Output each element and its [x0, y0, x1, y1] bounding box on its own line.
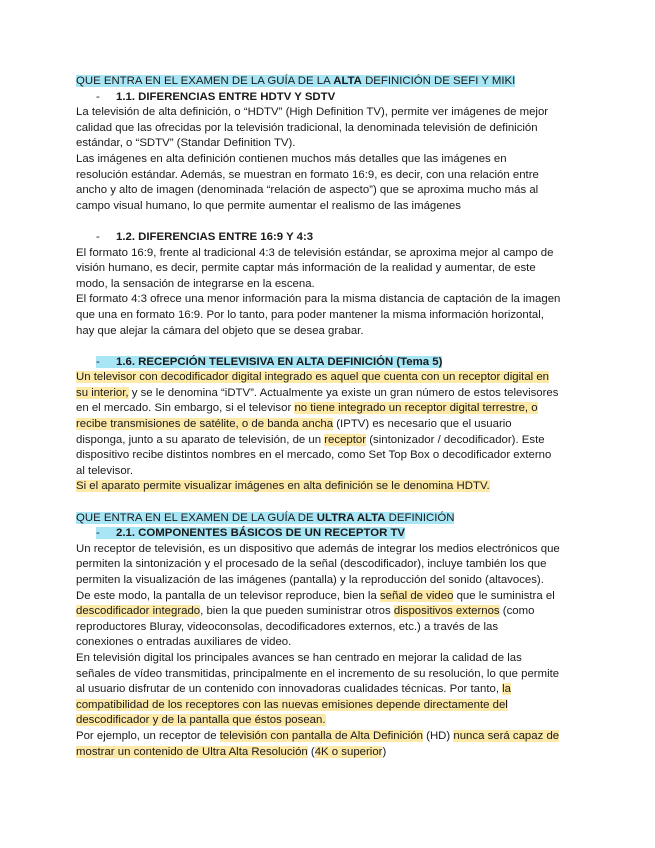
paragraph: señales de vídeo transmitidas, principalmente en el incremento de su resolución, lo que permite	[76, 667, 560, 680]
paragraph: dispositivo recibe distintos nombres en el mercado, como Set Top Box o decodificador externo	[76, 449, 552, 462]
paragraph: Un receptor de televisión, es un dispositivo que además de integrar los medios electrónicos que	[76, 542, 560, 555]
document-page	[76, 74, 591, 760]
paragraph: ancho y alto de imagen (denominada “relación de aspecto”) que se aproxima mucho más al	[76, 184, 539, 197]
section2-title: QUE ENTRA EN EL EXAMEN DE LA GUÍA DE ULTRA ALTA DEFINICIÓN	[76, 511, 455, 524]
paragraph: disponga, junto a su aparato de televisión, de un receptor (sintonizador / decodificador). Este	[76, 433, 545, 446]
paragraph: estándar, o “SDTV” (Standar Definition TV).	[76, 137, 296, 150]
paragraph: visión humano, es decir, permite captar más información de la realidad y aumentar, de este	[76, 262, 536, 275]
paragraph: permiten la sintonización y el procesado de la señal (descodificador), incluye también los que	[76, 558, 547, 571]
paragraph: Por ejemplo, un receptor de televisión con pantalla de Alta Definición (HD) nunca será capaz de	[76, 729, 560, 742]
paragraph: campo visual humano, lo que permite aumentar el realismo de las imágenes	[76, 199, 461, 212]
paragraph: reproductores Bluray, videoconsolas, decodificadores externos, etc.) a través de las	[76, 620, 499, 633]
paragraph: mostrar un contenido de Ultra Alta Resolución (4K o superior)	[76, 745, 387, 758]
paragraph: Las imágenes en alta definición contienen muchos más detalles que las imágenes en	[76, 152, 507, 165]
paragraph: Si el aparato permite visualizar imágenes en alta definición se le denomina HDTV.	[76, 480, 490, 493]
paragraph: descodificador integrado, bien la que pueden suministrar otros dispositivos externos (como	[76, 605, 535, 618]
paragraph: conexiones o entradas auxiliares de video.	[76, 636, 292, 649]
heading-1-1: - 1.1. DIFERENCIAS ENTRE HDTV Y SDTV	[96, 90, 336, 103]
paragraph: En televisión digital los principales avances se han centrado en mejorar la calidad de las	[76, 651, 522, 664]
paragraph: resolución estándar. Además, se muestran en formato 16:9, es decir, con una relación entre	[76, 168, 539, 181]
paragraph: al usuario disfrutar de un contenido con innovadoras cualidades técnicas. Por tanto, la	[76, 683, 512, 696]
heading-1-6: - 1.6. RECEPCIÓN TELEVISIVA EN ALTA DEFINICIÓN (Tema 5)	[96, 355, 443, 368]
paragraph: compatibilidad de los receptores con las nuevas emisiones depende directamente del	[76, 698, 508, 711]
paragraph: De este modo, la pantalla de un televisor reproduce, bien la señal de video que le suministra el	[76, 589, 555, 602]
paragraph: El formato 4:3 ofrece una menor información para la misma distancia de captación de la imagen	[76, 293, 561, 306]
section1-title: QUE ENTRA EN EL EXAMEN DE LA GUÍA DE LA ALTA DEFINICIÓN DE SEFI Y MIKI	[76, 75, 516, 87]
paragraph: al televisor.	[76, 464, 133, 477]
paragraph: modo, la sensación de integrarse en la escena.	[76, 277, 315, 290]
paragraph: permiten la visualización de las imágenes (pantalla) y la reproducción del sonido (altavoces).	[76, 574, 544, 586]
heading-2-1: - 2.1. COMPONENTES BÁSICOS DE UN RECEPTOR TV	[96, 527, 406, 540]
paragraph: en el mercado. Sin embargo, si el televisor no tiene integrado un receptor digital terrestre, o	[76, 402, 538, 415]
paragraph: que una en formato 16:9. Por lo tanto, para poder mantener la misma información horizontal,	[76, 308, 544, 321]
heading-1-2: - 1.2. DIFERENCIAS ENTRE 16:9 Y 4:3	[96, 230, 314, 243]
paragraph: hay que alejar la cámara del objeto que se desea grabar.	[76, 324, 364, 337]
paragraph: recibe transmisiones de satélite, o de banda ancha (IPTV) es necesario que el usuario	[76, 418, 512, 431]
paragraph: El formato 16:9, frente al tradicional 4:3 de televisión estándar, se aproxima mejor al campo de	[76, 246, 554, 259]
paragraph: descodificador y de la pantalla que éstos posean.	[76, 714, 326, 727]
paragraph: calidad que las ofrecidas por la televisión tradicional, la denominada televisión de definición	[76, 121, 538, 134]
paragraph: su interior, y se le denomina “iDTV”. Actualmente ya existe un gran número de estos televisores	[76, 386, 559, 399]
paragraph: Un televisor con decodificador digital integrado es aquel que cuenta con un receptor digital en	[76, 371, 550, 384]
paragraph: La televisión de alta definición, o “HDTV” (High Definition TV), permite ver imágenes de mejor	[76, 106, 549, 119]
